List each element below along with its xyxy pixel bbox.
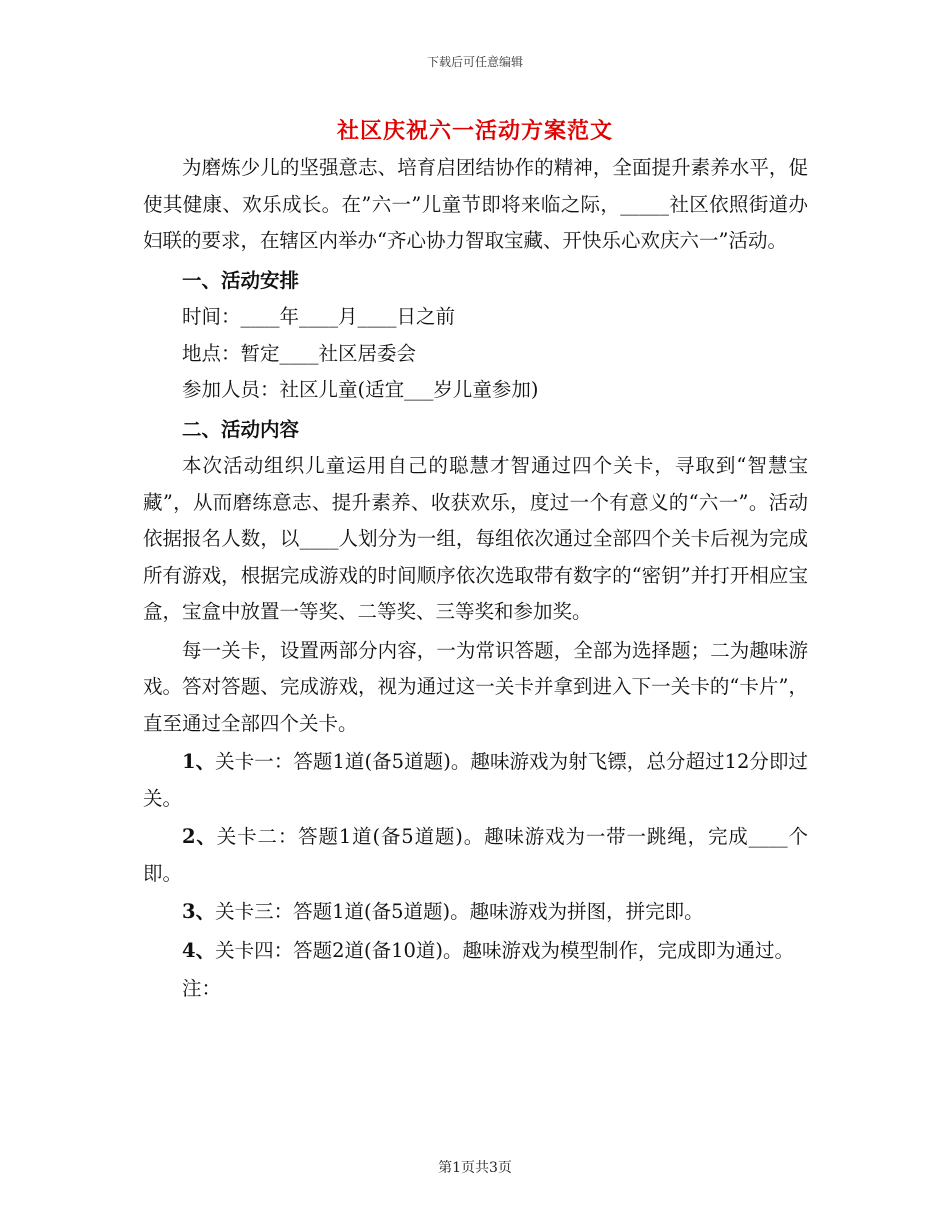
level-item-1: [143, 744, 808, 817]
level-item-number: 3、: [182, 900, 216, 923]
intro-paragraph: 为磨炼少儿的坚强意志、培育启团结协作的精神，全面提升素养水平，促使其健康、欢乐成长。在”六一”儿童节即将来临之际，_____社区依照街道办妇联的要求，在辖区内举办“齐心协力智取宝藏、开快乐心欢庆六一”活动。: [143, 156, 808, 252]
section2-heading: 二、活动内容: [182, 417, 300, 441]
level-item-text: 关卡一：答题1道(备5道题)。趣味游戏为射飞镖，总分超过12分即过关。: [143, 750, 808, 810]
note-label: 注：: [182, 977, 222, 1000]
level-item-3: [143, 894, 808, 931]
level-item-number: 4、: [182, 938, 216, 962]
level-item-2: [143, 819, 808, 892]
document-title: 社区庆祝六一活动方案范文: [336, 118, 613, 144]
header-note: 下载后可任意编辑: [426, 55, 523, 69]
page-number-footer: 第1页共3页: [438, 1160, 512, 1176]
activity-time: 时间：____年____月____日之前: [182, 305, 456, 328]
level-item-text: 关卡三：答题1道(备5道题)。趣味游戏为拼图，拼完即。: [215, 900, 704, 923]
level-item-4: [143, 933, 808, 970]
content-paragraph-1: 本次活动组织儿童运用自己的聪慧才智通过四个关卡，寻取到“智慧宝藏”，从而磨练意志、提升素养、收获欢乐，度过一个有意义的“六一”。活动依据报名人数，以____人划分为一组，每组依次通过全部四个关卡后视为完成所有游戏，根据完成游戏的时间顺序依次选取带有数字的“密钥”并打开相应宝盒，宝盒中放置一等奖、二等奖、三等奖和参加奖。: [143, 454, 808, 623]
document-body: [143, 150, 808, 1008]
level-item-text: 关卡二：答题1道(备5道题)。趣味游戏为一带一跳绳，完成____个即。: [143, 825, 808, 885]
section1-heading: 一、活动安排: [182, 268, 300, 292]
content-paragraph-2: 每一关卡，设置两部分内容，一为常识答题，全部为选择题；二为趣味游戏。答对答题、完成游戏，视为通过这一关卡并拿到进入下一关卡的“卡片”，直至通过全部四个关卡。: [143, 638, 808, 735]
level-item-number: 2、: [182, 825, 217, 848]
activity-place: 地点：暂定____社区居委会: [182, 341, 417, 365]
level-item-text: 关卡四：答题2道(备10道)。趣味游戏为模型制作，完成即为通过。: [215, 938, 795, 962]
level-item-number: 1、: [182, 750, 216, 773]
activity-participants: 参加人员：社区儿童(适宜___岁儿童参加): [182, 378, 539, 401]
